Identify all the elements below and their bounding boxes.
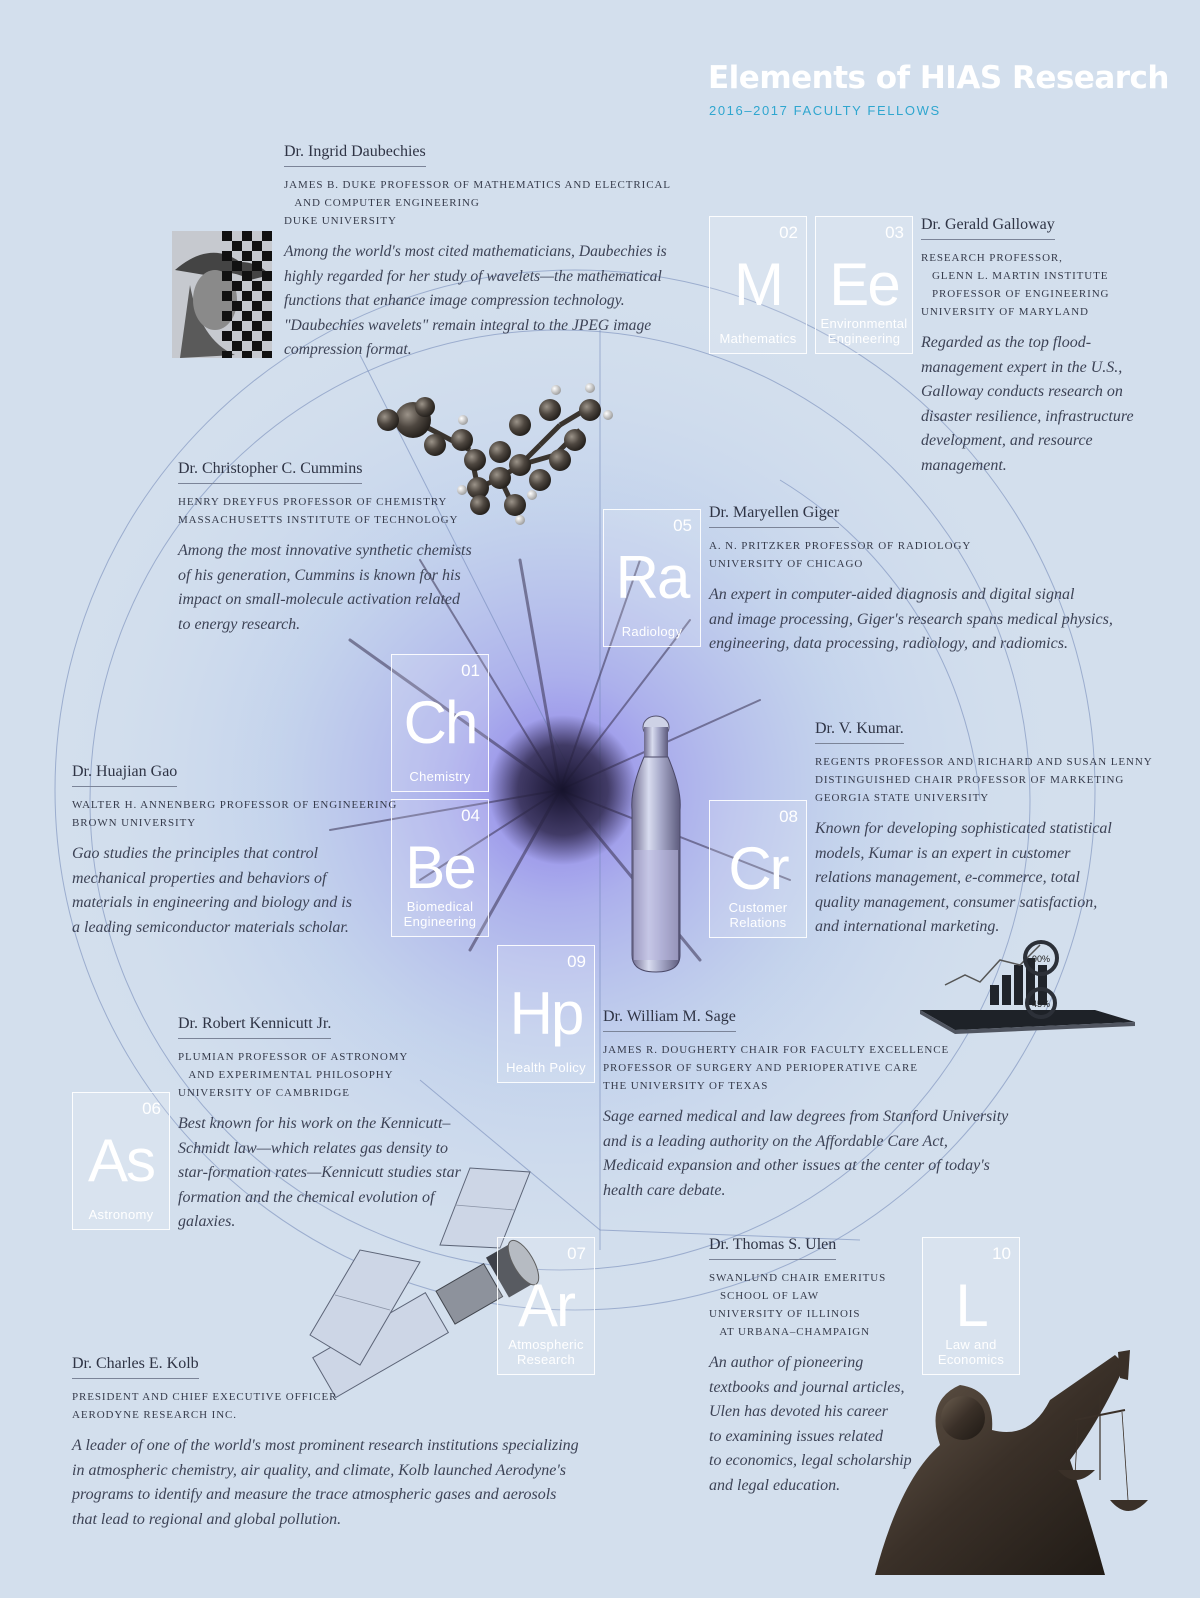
page-subtitle: 2016–2017 FACULTY FELLOWS: [709, 103, 941, 118]
element-number: 07: [567, 1244, 586, 1263]
fellow-title: HENRY DREYFUS PROFESSOR OF CHEMISTRY MASSACHUSETTS INSTITUTE OF TECHNOLOGY: [178, 496, 459, 526]
tablet-readout-bottom: 45%: [1031, 999, 1051, 1009]
element-tile-astronomy: [72, 1092, 170, 1230]
fellow-description: Gao studies the principles that control mechanical properties and behaviors of materials in engineering and biology and is a leading semiconductor materials scholar.: [72, 845, 352, 936]
fellow-bio-cummins: [178, 458, 472, 637]
element-symbol: Ra: [615, 544, 689, 611]
element-tile-customer-relations: [709, 800, 807, 938]
checker-square: [222, 331, 232, 341]
checker-square: [232, 301, 242, 311]
checker-square: [222, 351, 232, 358]
fellow-bio-ulen: [709, 1234, 912, 1499]
fellow-description: Sage earned medical and law degrees from Stanford University and is a leading authority on the Affordable Care Act, Medicaid expansion and other issues at the center of today's health care debate.: [603, 1108, 1009, 1199]
checker-square: [242, 251, 252, 261]
fellow-title: RESEARCH PROFESSOR, GLENN L. MARTIN INSTITUTE PROFESSOR OF ENGINEERING UNIVERSITY OF MARYLAND: [921, 252, 1110, 318]
element-symbol: Ee: [829, 251, 899, 318]
checker-square: [232, 261, 242, 271]
fellow-description: Among the most innovative synthetic chemists of his generation, Cummins is known for his impact on small-molecule activation related to energy research.: [178, 542, 472, 633]
checker-square: [242, 331, 252, 341]
element-symbol: L: [955, 1272, 987, 1339]
element-number: 03: [885, 223, 904, 242]
element-symbol: M: [734, 251, 782, 318]
element-tile-biomedical-engineering: [391, 799, 489, 937]
element-number: 10: [992, 1244, 1011, 1263]
fellow-description: An author of pioneering textbooks and journal articles, Ulen has devoted his career to examining issues related to economics, legal scholarship and legal education.: [709, 1354, 912, 1494]
fellow-name: Dr. Huajian Gao: [72, 763, 177, 787]
fellow-title: A. N. PRITZKER PROFESSOR OF RADIOLOGY UNIVERSITY OF CHICAGO: [709, 540, 972, 570]
fellow-bio-daubechies: [284, 141, 671, 363]
checker-square: [262, 231, 272, 241]
element-label: Astronomy: [88, 1207, 154, 1222]
page-title: Elements of HIAS Research: [708, 60, 1169, 96]
checker-square: [242, 351, 252, 358]
element-symbol: Ch: [403, 689, 477, 756]
fellow-title: REGENTS PROFESSOR AND RICHARD AND SUSAN LENNY DISTINGUISHED CHAIR PROFESSOR OF MARKETING GEORGIA STATE UNIVERSITY: [815, 756, 1153, 804]
checker-square: [242, 311, 252, 321]
checker-square: [262, 291, 272, 301]
lady-justice-statue: [875, 1350, 1148, 1575]
checker-square: [222, 271, 232, 281]
checker-square: [252, 321, 262, 331]
fellow-bio-galloway: [921, 214, 1134, 479]
checker-square: [262, 311, 272, 321]
fellow-name: Dr. Christopher C. Cummins: [178, 460, 362, 484]
fellow-title: JAMES B. DUKE PROFESSOR OF MATHEMATICS AND ELECTRICAL AND COMPUTER ENGINEERING DUKE UNIVERSITY: [284, 179, 671, 227]
fellow-description: Best known for his work on the Kennicutt– Schmidt law—which relates gas density to star-formation rates—Kennicutt studies star formation and the chemical evolution of galaxies.: [178, 1115, 461, 1231]
element-number: 08: [779, 807, 798, 826]
checker-square: [242, 231, 252, 241]
fellow-description: Among the world's most cited mathematicians, Daubechies is highly regarded for her study of wavelets—the mathematical functions that enhance image compression technology. "Daubechies wavelets" remain integral to the JPEG image compression format.: [284, 243, 667, 359]
fellow-bio-giger: [709, 502, 1113, 657]
checker-square: [252, 261, 262, 271]
tablet-readout-top: 90%: [1031, 954, 1051, 964]
fellow-name: Dr. Ingrid Daubechies: [284, 143, 426, 167]
checker-square: [242, 271, 252, 281]
fellow-bio-kennicutt: [178, 1013, 461, 1235]
element-label: Atmospheric Research: [508, 1337, 584, 1367]
checker-square: [262, 331, 272, 341]
element-label: Health Policy: [506, 1060, 586, 1075]
fellow-name: Dr. V. Kumar.: [815, 720, 904, 744]
fellow-title: WALTER H. ANNENBERG PROFESSOR OF ENGINEERING BROWN UNIVERSITY: [72, 799, 398, 829]
fellow-title: PRESIDENT AND CHIEF EXECUTIVE OFFICER AERODYNE RESEARCH INC.: [72, 1391, 338, 1421]
element-label: Law and Economics: [937, 1337, 1005, 1367]
fellow-name: Dr. William M. Sage: [603, 1008, 736, 1032]
checker-square: [252, 301, 262, 311]
checker-square: [232, 321, 242, 331]
fellow-bio-kolb: [72, 1353, 579, 1532]
element-tile-environmental-engineering: [815, 216, 913, 354]
checker-square: [232, 241, 242, 251]
checker-square: [222, 231, 232, 241]
element-number: 01: [461, 661, 480, 680]
fellow-title: JAMES R. DOUGHERTY CHAIR FOR FACULTY EXCELLENCE PROFESSOR OF SURGERY AND PERIOPERATIVE CARE THE UNIVERSITY OF TEXAS: [603, 1044, 950, 1092]
element-tile-radiology: [603, 509, 701, 647]
fellow-name: Dr. Gerald Galloway: [921, 216, 1055, 240]
element-symbol: Be: [405, 834, 475, 901]
element-label: Environmental Engineering: [820, 316, 908, 346]
element-label: Customer Relations: [728, 900, 788, 930]
element-tile-mathematics: [709, 216, 807, 354]
checker-square: [222, 311, 232, 321]
checker-square: [242, 291, 252, 301]
fellow-description: Known for developing sophisticated statistical models, Kumar is an expert in customer relations management, e-commerce, total quality management, consumer satisfaction, and international marketing.: [815, 820, 1112, 936]
fellow-title: SWANLUND CHAIR EMERITUS SCHOOL OF LAW UNIVERSITY OF ILLINOIS AT URBANA–CHAMPAIGN: [709, 1272, 887, 1338]
fellow-name: Dr. Charles E. Kolb: [72, 1355, 199, 1379]
element-number: 04: [461, 806, 480, 825]
fellow-name: Dr. Thomas S. Ulen: [709, 1236, 836, 1260]
fellow-bio-sage: [603, 1006, 1008, 1203]
checker-square: [252, 341, 262, 351]
element-label: Chemistry: [409, 769, 471, 784]
checker-square: [262, 351, 272, 358]
element-symbol: Cr: [728, 835, 788, 902]
fellow-bio-kumar: [815, 718, 1153, 940]
element-tile-chemistry: [391, 654, 489, 792]
fellow-title: PLUMIAN PROFESSOR OF ASTRONOMY AND EXPERIMENTAL PHILOSOPHY UNIVERSITY OF CAMBRIDGE: [178, 1051, 409, 1099]
checker-square: [232, 281, 242, 291]
element-symbol: Ar: [518, 1272, 574, 1339]
element-symbol: Hp: [509, 980, 583, 1047]
fellow-name: Dr. Robert Kennicutt Jr.: [178, 1015, 331, 1039]
element-tile-health-policy: [497, 945, 595, 1083]
element-symbol: As: [87, 1127, 155, 1194]
element-label: Biomedical Engineering: [403, 899, 477, 929]
checker-square: [252, 281, 262, 291]
checker-square: [222, 251, 232, 261]
fellow-description: An expert in computer-aided diagnosis and digital signal and image processing, Giger's research spans medical physics, engineering, data processing, radiology, and radiomics.: [709, 586, 1113, 653]
checker-square: [262, 251, 272, 261]
element-number: 06: [142, 1099, 161, 1118]
fellow-description: Regarded as the top flood- management expert in the U.S., Galloway conducts research on disaster resilience, infrastructure development, and resource management.: [921, 334, 1134, 474]
checker-square: [232, 341, 242, 351]
element-tile-law-and-economics: [922, 1237, 1020, 1375]
element-label: Mathematics: [719, 331, 797, 346]
fellow-name: Dr. Maryellen Giger: [709, 504, 839, 528]
fellow-bio-gao: [72, 761, 397, 940]
element-number: 02: [779, 223, 798, 242]
element-label: Radiology: [621, 624, 683, 639]
fellow-description: A leader of one of the world's most prominent research institutions specializing in atmospheric chemistry, air quality, and climate, Kolb launched Aerodyne's programs to identify and measure the trace atmospheric gases and aerosols that lead to regional and global pollution.: [72, 1437, 579, 1528]
checker-square: [252, 241, 262, 251]
checker-square: [222, 291, 232, 301]
checker-square: [262, 271, 272, 281]
element-number: 09: [567, 952, 586, 971]
element-number: 05: [673, 516, 692, 535]
